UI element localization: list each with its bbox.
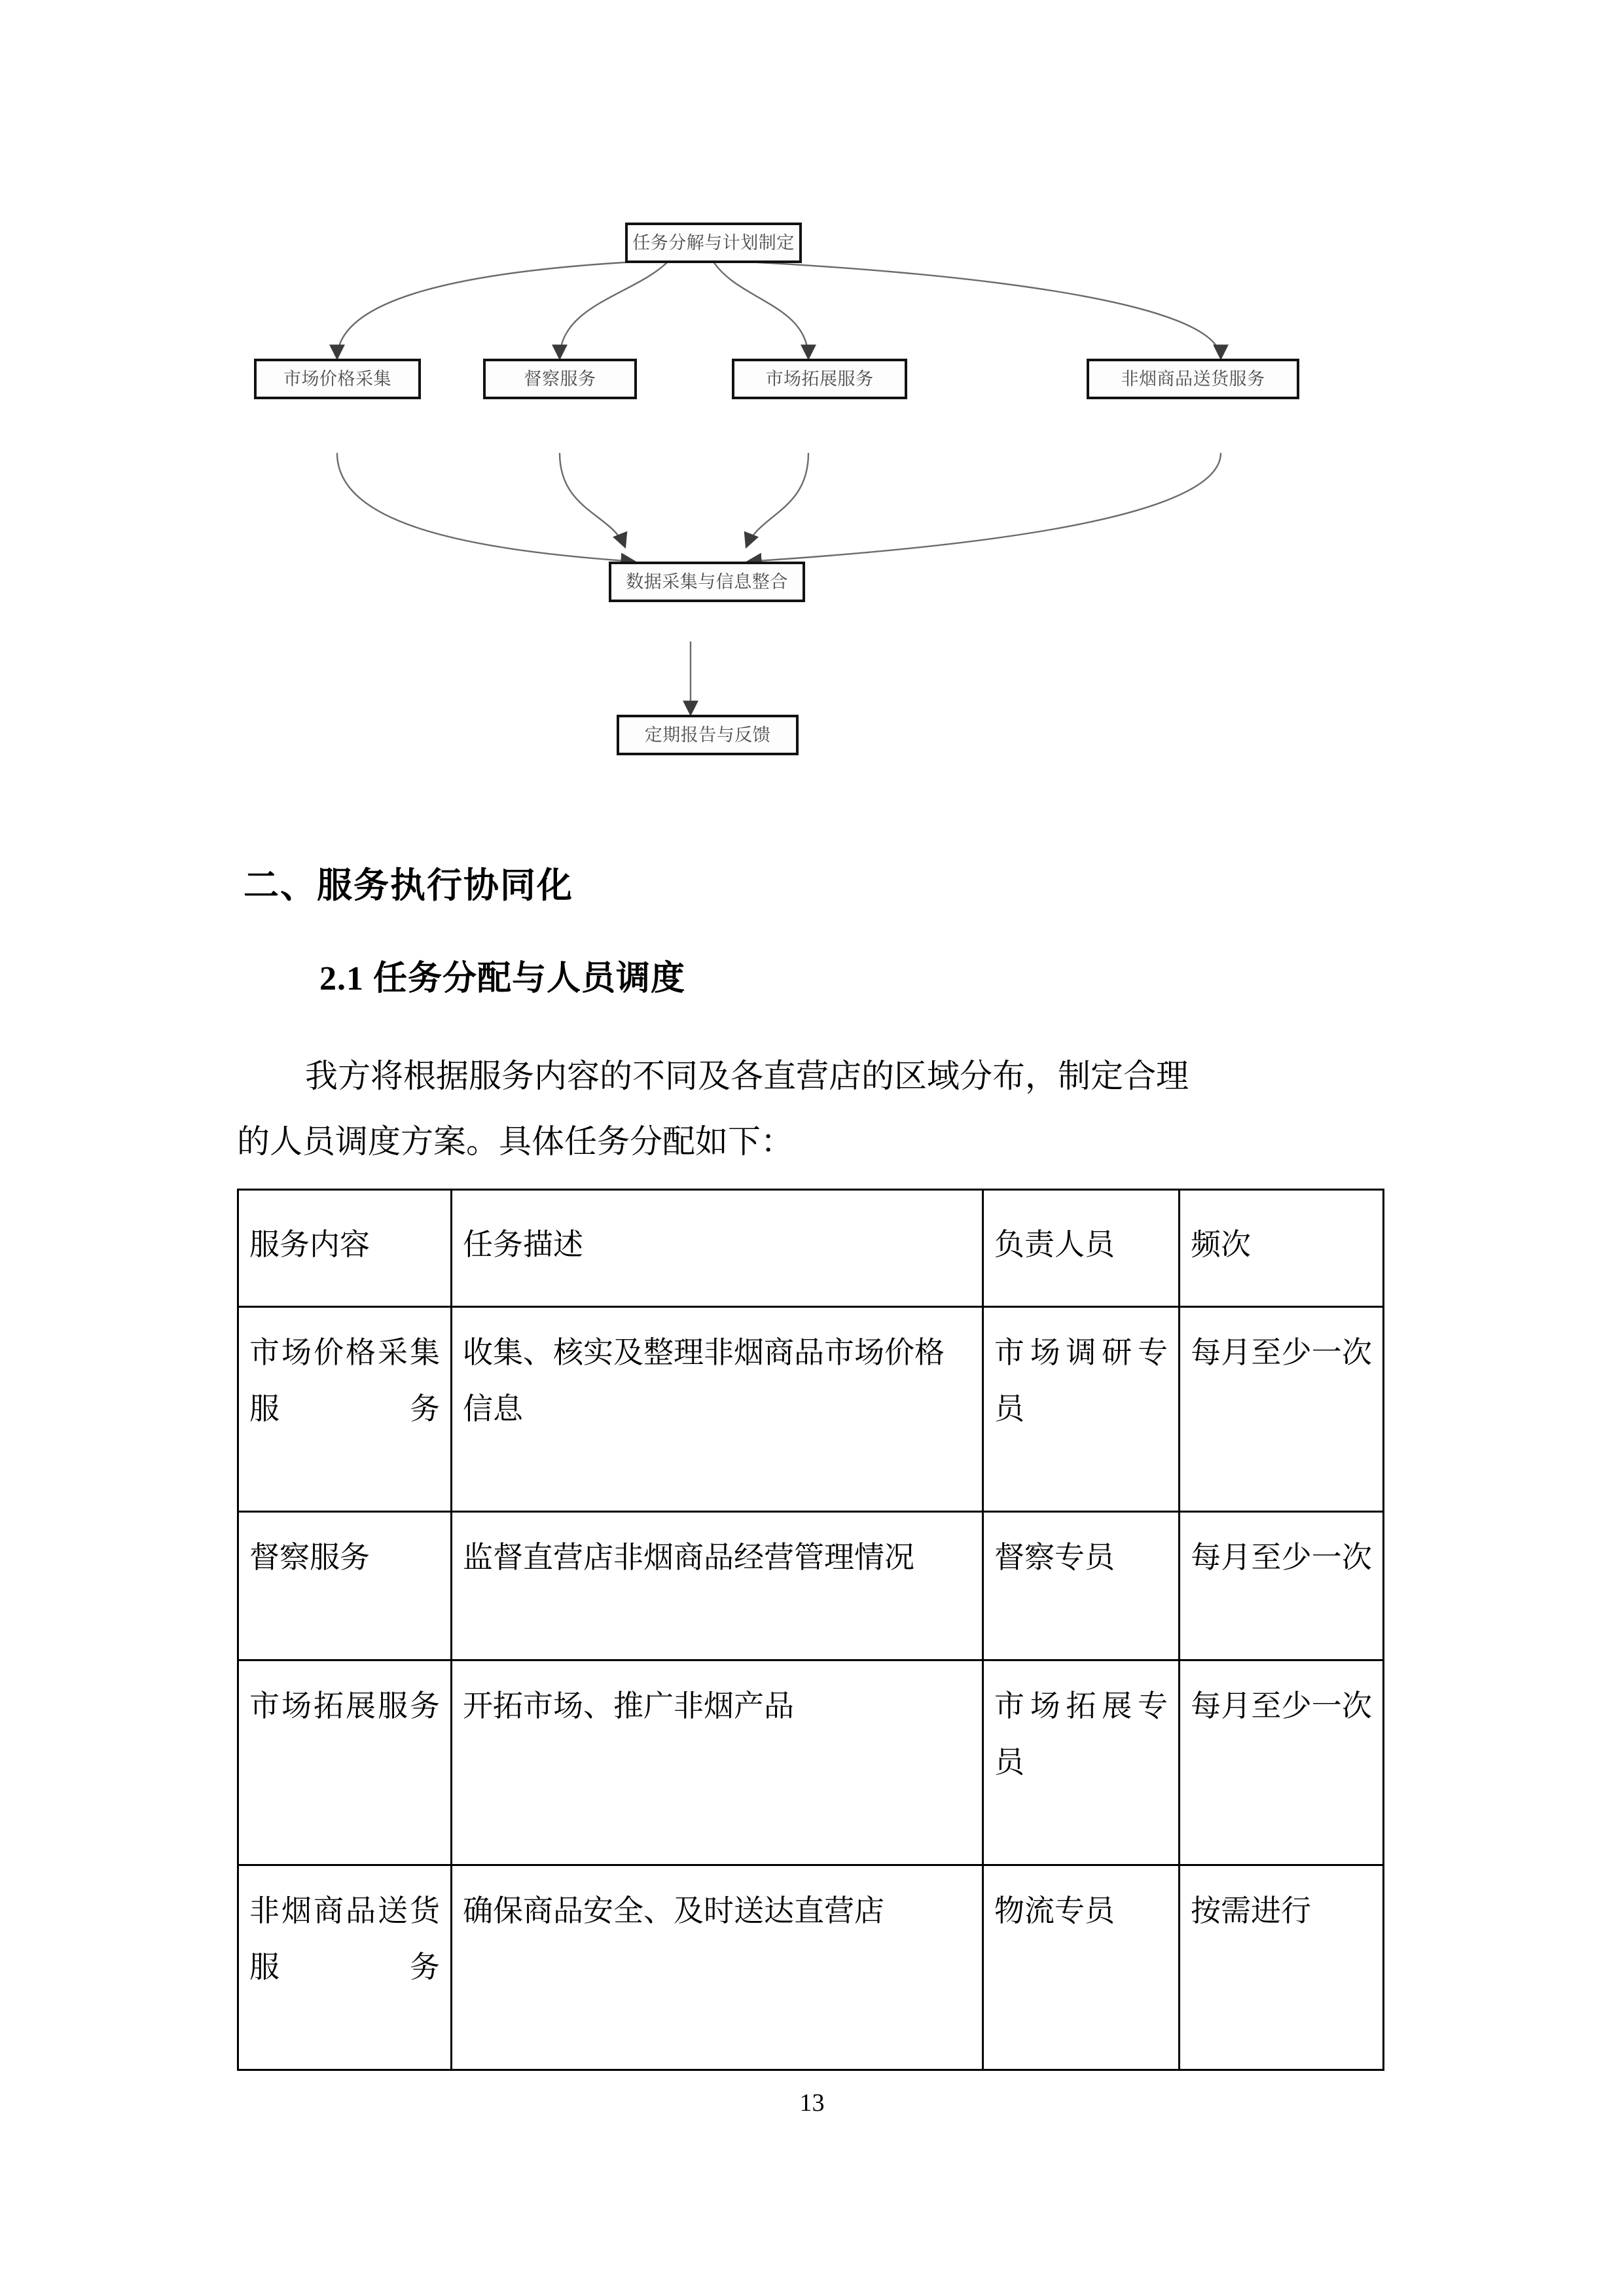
- cell-frequency: 每月至少一次: [1180, 1660, 1384, 1865]
- diagram-node-market-price: [254, 359, 421, 399]
- diagram-node-market-expansion-label: 市场拓展服务: [765, 368, 874, 389]
- diagram-node-inspection-label: 督察服务: [524, 368, 596, 389]
- cell-description: 收集、核实及整理非烟商品市场价格信息: [452, 1307, 983, 1512]
- table-header-frequency: 频次: [1180, 1190, 1384, 1307]
- diagram-node-data-integration-label: 数据采集与信息整合: [626, 571, 788, 592]
- diagram-node-inspection: [483, 359, 637, 399]
- table-row: [238, 1512, 1384, 1660]
- body-paragraph: [237, 1043, 1384, 1174]
- diagram-node-data-integration: [609, 562, 805, 602]
- cell-owner: 市场调研专员: [983, 1307, 1180, 1512]
- process-flow-diagram: [216, 183, 1407, 772]
- table-row: [238, 1660, 1384, 1865]
- table-header-owner: 负责人员: [983, 1190, 1180, 1307]
- cell-description: 开拓市场、推广非烟产品: [452, 1660, 983, 1865]
- page-number: 13: [799, 2089, 825, 2117]
- cell-owner: 物流专员: [983, 1865, 1180, 2070]
- diagram-node-report: [617, 715, 799, 755]
- table-header-row: [238, 1190, 1384, 1307]
- cell-description: 监督直营店非烟商品经营管理情况: [452, 1512, 983, 1660]
- cell-frequency: 按需进行: [1180, 1865, 1384, 2070]
- diagram-node-delivery: [1087, 359, 1299, 399]
- diagram-connectors: [216, 183, 1407, 772]
- diagram-node-market-price-label: 市场价格采集: [283, 368, 391, 389]
- cell-service: 市场拓展服务: [238, 1660, 452, 1865]
- cell-service: 督察服务: [238, 1512, 452, 1660]
- paragraph-line-1: 我方将根据服务内容的不同及各直营店的区域分布，制定合理: [305, 1058, 1189, 1094]
- cell-service: 市场价格采集服务: [238, 1307, 452, 1512]
- subsection-heading: 2.1 任务分配与人员调度: [319, 960, 686, 997]
- cell-description: 确保商品安全、及时送达直营店: [452, 1865, 983, 2070]
- section-heading: 二、服务执行协同化: [244, 866, 573, 905]
- diagram-node-root: [625, 223, 802, 263]
- diagram-node-report-label: 定期报告与反馈: [644, 725, 771, 745]
- diagram-node-root-label: 任务分解与计划制定: [632, 232, 795, 253]
- cell-frequency: 每月至少一次: [1180, 1307, 1384, 1512]
- table-row: [238, 1307, 1384, 1512]
- paragraph-line-2: 的人员调度方案。具体任务分配如下：: [237, 1123, 793, 1160]
- diagram-node-market-expansion: [732, 359, 907, 399]
- table-row: [238, 1865, 1384, 2070]
- table-header-description: 任务描述: [452, 1190, 983, 1307]
- table-header-service: 服务内容: [238, 1190, 452, 1307]
- task-assignment-table: [237, 1189, 1384, 2071]
- diagram-node-delivery-label: 非烟商品送货服务: [1121, 368, 1265, 389]
- cell-frequency: 每月至少一次: [1180, 1512, 1384, 1660]
- cell-owner: 市场拓展专员: [983, 1660, 1180, 1865]
- cell-owner: 督察专员: [983, 1512, 1180, 1660]
- cell-service: 非烟商品送货服务: [238, 1865, 452, 2070]
